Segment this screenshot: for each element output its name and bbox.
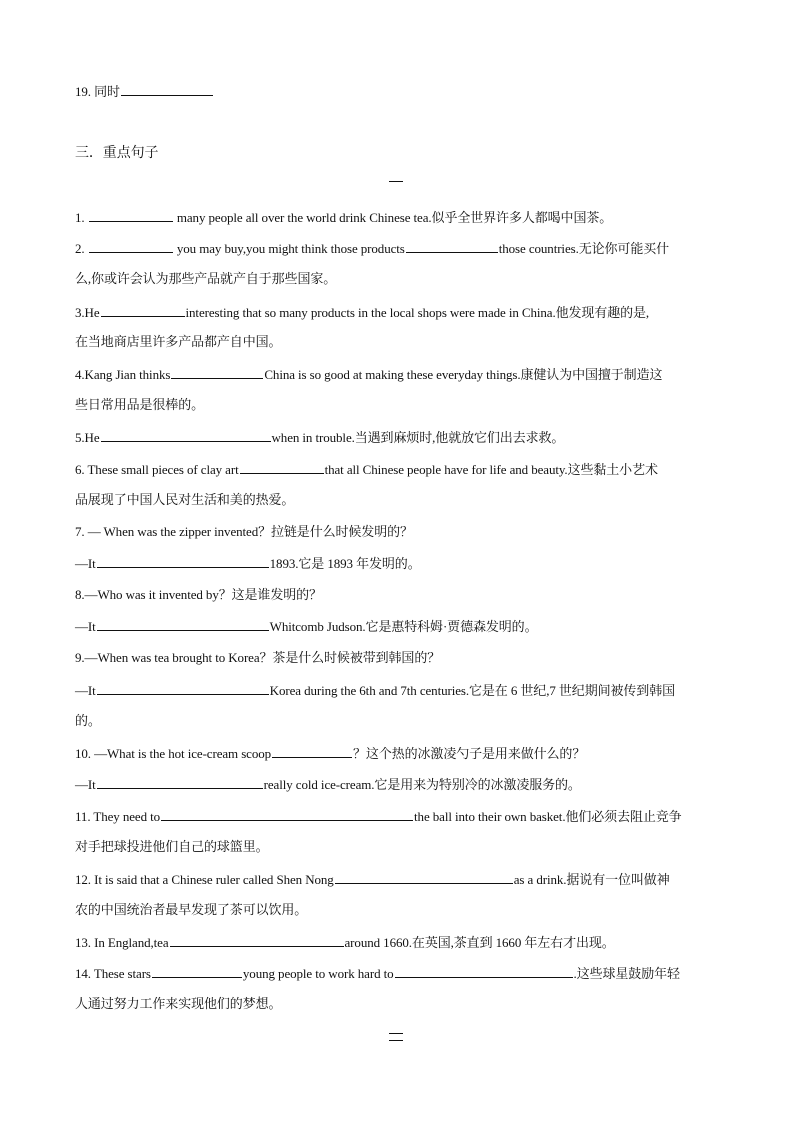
answer-blank[interactable]	[101, 304, 185, 317]
sentence-text: 3.He	[75, 305, 100, 320]
answer-blank[interactable]	[170, 934, 344, 947]
sentence-text: —It	[75, 619, 96, 634]
sentence-text: —It	[75, 556, 96, 571]
item-number: 19.	[75, 84, 91, 99]
section-title: 三．重点句子	[75, 146, 159, 161]
sentence-text: —It	[75, 777, 96, 792]
sentence-11-cont: 对手把球投进他们自己的球篮里。	[75, 839, 269, 854]
sentence-text: 5.He	[75, 430, 100, 445]
sentence-text: that all Chinese people have for life and beauty.这些黏土小艺术	[324, 462, 658, 477]
sentence-8-question: 8.—Who was it invented by？这是谁发明的？	[75, 587, 322, 602]
answer-blank[interactable]	[406, 240, 498, 253]
sentence-text: 11. They need to	[75, 809, 161, 824]
answer-blank[interactable]	[97, 776, 263, 789]
sentence-text: —It	[75, 683, 96, 698]
sentence-2	[75, 240, 715, 257]
sentence-6	[75, 461, 715, 478]
sentence-text: those countries.无论你可能买什	[498, 241, 670, 256]
sentence-10-question	[75, 745, 715, 762]
sentence-text: interesting that so many products in the local shops were made in China.他发现有趣的是,	[185, 305, 650, 320]
sentence-2-cont: 么,你或许会认为那些产品就产自于那些国家。	[75, 271, 337, 286]
sentence-text: many people all over the world drink Chinese tea.似乎全世界许多人都喝中国茶。	[176, 210, 613, 225]
sentence-text: 12. It is said that a Chinese ruler called Shen Nong	[75, 872, 334, 887]
sentence-text: Whitcomb Judson.它是惠特科姆·贾德森发明的。	[269, 619, 538, 634]
sentence-6-cont: 品展现了中国人民对生活和美的热爱。	[75, 492, 295, 507]
part-one-mark	[389, 181, 403, 182]
sentence-4-cont: 些日常用品是很棒的。	[75, 397, 205, 412]
answer-blank[interactable]	[101, 429, 271, 442]
sentence-text: 4.Kang Jian thinks	[75, 367, 171, 382]
answer-blank[interactable]	[89, 209, 173, 222]
sentence-number: 1.	[75, 210, 85, 225]
part-two-mark-line	[389, 1040, 403, 1041]
sentence-text: Korea during the 6th and 7th centuries.它是在 6 世纪,7 世纪期间被传到韩国	[269, 683, 676, 698]
sentence-9-cont: 的。	[75, 713, 101, 728]
sentence-text: young people to work hard to	[242, 966, 394, 981]
answer-blank[interactable]	[272, 745, 352, 758]
sentence-10-answer	[75, 776, 715, 793]
sentence-12	[75, 871, 715, 888]
sentence-3-cont: 在当地商店里许多产品都产自中国。	[75, 334, 282, 349]
answer-blank[interactable]	[97, 682, 269, 695]
answer-blank[interactable]	[240, 461, 324, 474]
sentence-7-question: 7. — When was the zipper invented？拉链是什么时候发明的？	[75, 524, 413, 539]
sentence-text: as a drink.据说有一位叫做神	[513, 872, 670, 887]
answer-blank[interactable]	[89, 240, 173, 253]
sentence-1	[75, 209, 715, 226]
sentence-8-answer	[75, 618, 715, 635]
item-label: 同时	[94, 84, 120, 99]
answer-blank[interactable]	[171, 366, 263, 379]
sentence-text: 1893.它是 1893 年发明的。	[269, 556, 421, 571]
sentence-text: when in trouble.当遇到麻烦时,他就放它们出去求救。	[271, 430, 565, 445]
sentence-text: China is so good at making these everyday things.康健认为中国擅于制造这	[264, 367, 663, 382]
sentence-text: around 1660.在英国,茶直到 1660 年左右才出现。	[344, 935, 615, 950]
sentence-7-answer	[75, 555, 715, 572]
sentence-14-cont: 人通过努力工作来实现他们的梦想。	[75, 996, 282, 1011]
sentence-13	[75, 934, 715, 951]
answer-blank[interactable]	[97, 618, 269, 631]
sentence-9-answer	[75, 682, 715, 699]
answer-blank[interactable]	[335, 871, 513, 884]
sentence-12-cont: 农的中国统治者最早发现了茶可以饮用。	[75, 902, 308, 917]
sentence-text: the ball into their own basket.他们必须去阻止竞争	[414, 809, 682, 824]
sentence-3	[75, 304, 715, 321]
sentence-11	[75, 808, 715, 825]
answer-blank[interactable]	[395, 965, 573, 978]
sentence-text: .这些球星鼓励年轻	[573, 966, 680, 981]
sentence-text: you may buy,you might think those products	[176, 241, 405, 256]
item-19	[75, 83, 715, 100]
sentence-text: 13. In England,tea	[75, 935, 169, 950]
sentence-14	[75, 965, 715, 982]
sentence-5	[75, 429, 715, 446]
answer-blank[interactable]	[121, 83, 213, 96]
sentence-text: 6. These small pieces of clay art	[75, 462, 239, 477]
part-two-mark	[389, 1033, 403, 1034]
answer-blank[interactable]	[161, 808, 413, 821]
sentence-9-question: 9.—When was tea brought to Korea？茶是什么时候被带到韩国的？	[75, 650, 441, 665]
sentence-text: 10. —What is the hot ice-cream scoop	[75, 746, 272, 761]
sentence-number: 2.	[75, 241, 85, 256]
sentence-text: really cold ice-cream.它是用来为特别冷的冰激凌服务的。	[263, 777, 581, 792]
answer-blank[interactable]	[152, 965, 242, 978]
sentence-text: ？这个热的冰激凌勺子是用来做什么的？	[353, 746, 586, 761]
sentence-4	[75, 366, 715, 383]
sentence-text: 14. These stars	[75, 966, 151, 981]
answer-blank[interactable]	[97, 555, 269, 568]
